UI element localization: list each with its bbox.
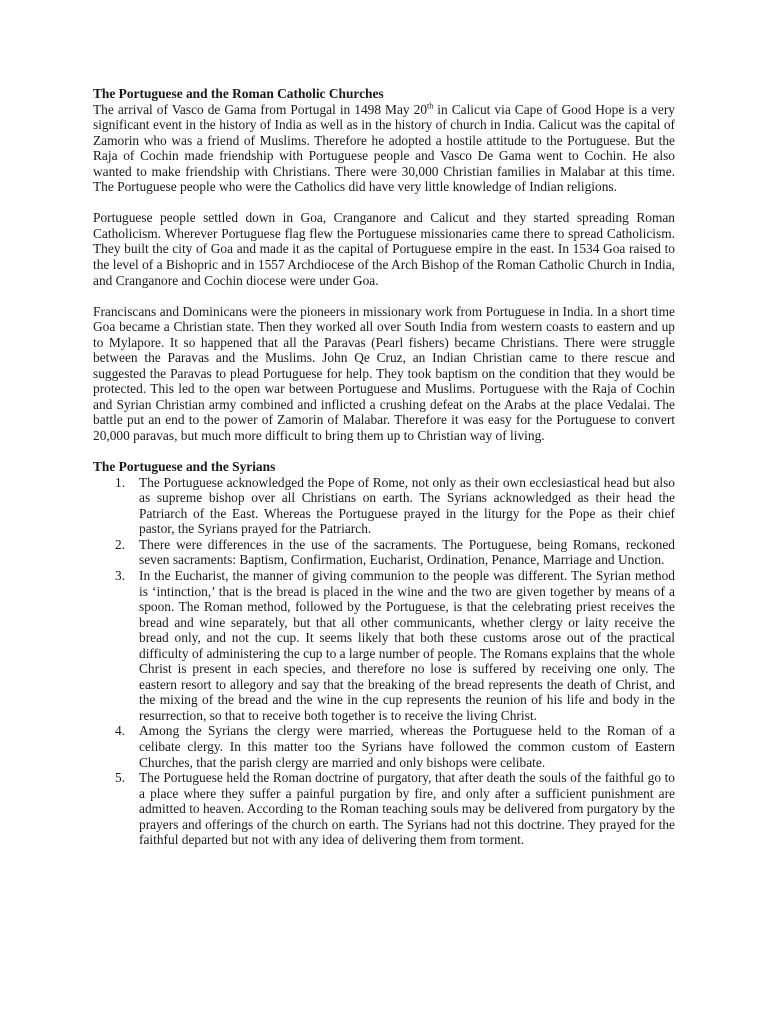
list-item-text: There were differences in the use of the sacraments. The Portuguese, being Romans, reckoned seven sacraments: Baptism, Confirmation, Eucharist, Ordination, Penance, Marriage and Unction. <box>139 536 675 568</box>
ordinal-suffix: th <box>427 101 434 111</box>
list-item-number: 4. <box>115 723 126 739</box>
list-item <box>93 770 675 848</box>
section-heading-roman-catholic: The Portuguese and the Roman Catholic Churches <box>93 86 384 101</box>
differences-list <box>93 475 675 848</box>
list-item-number: 2. <box>115 536 126 552</box>
list-item-number: 1. <box>115 474 126 490</box>
list-item <box>93 568 675 723</box>
list-item-number: 3. <box>115 567 126 583</box>
list-item-text: The Portuguese acknowledged the Pope of Rome, not only as their own ecclesiastical head but also as supreme bishop over all Christians on earth. The Syrians acknowledged as their head the Patriarch of the East. Whereas the Portuguese prayed in the liturgy for the Pope as their chief pastor, the Syrians prayed for the Patriarch. <box>139 474 675 537</box>
paragraph-franciscans-dominicans: Franciscans and Dominicans were the pioneers in missionary work from Portuguese in India. In a short time Goa became a Christian state. Then they worked all over South India from western coasts to eastern and up to Mylapore. It so happened that all the Paravas (Pearl fishers) became Christians. There were struggle between the Paravas and the Muslims. John Qe Cruz, an Indian Christian came to there rescue and suggested the Paravas to plead Portuguese for help. They took baptism on the condition that they would be protected. This led to the open war between Portuguese and Muslims. Portuguese with the Raja of Cochin and Syrian Christian army combined and inflicted a crushing defeat on the Arabs at the place Vedalai. The battle put an end to the power of Zamorin of Malabar. Therefore it was easy for the Portuguese to convert 20,000 paravas, but much more difficult to bring them up to Christian way of living. <box>93 303 675 444</box>
document-page <box>93 86 675 848</box>
list-item-text: Among the Syrians the clergy were married, whereas the Portuguese held to the Roman of a celibate clergy. In this matter too the Syrians have followed the common custom of Eastern Churches, that the parish clergy are married and only bishops were celibate. <box>139 723 675 770</box>
list-item-text: In the Eucharist, the manner of giving communion to the people was different. The Syrian method is ‘intinction,’ that is the bread is placed in the wine and the two are given together by means of a spoon. The Roman method, followed by the Portuguese, is that the celebrating priest receives the bread and wine separately, but that all other communicants, whether clergy or laity receive the bread only, and not the cup. It seems likely that both these customs arose out of the practical difficulty of administering the cup to a large number of people. The Romans explains that the whole Christ is present in each species, and therefore no lose is suffered by receiving one only. The eastern resort to allegory and say that the breaking of the bread represents the death of Christ, and the mixing of the bread and the wine in the cup represents the reunion of his life and body in the resurrection, so that to receive both together is to receive the living Christ. <box>139 567 675 723</box>
paragraph-spacer <box>93 195 675 211</box>
list-item-text: The Portuguese held the Roman doctrine of purgatory, that after death the souls of the faithful go to a place where they suffer a painful purgation by fire, and only after a sufficient punishment are admitted to heaven. According to the Roman teaching souls may be delivered from purgatory by the prayers and offerings of the church on earth. The Syrians had not this doctrine. They prayed for the faithful departed but not with any idea of delivering them from torment. <box>139 770 675 848</box>
list-item <box>93 537 675 568</box>
paragraph-spacer <box>93 444 675 460</box>
section-heading-syrians: The Portuguese and the Syrians <box>93 459 276 475</box>
paragraph-goa-settlement: Portuguese people settled down in Goa, Cranganore and Calicut and they started spreading Roman Catholicism. Wherever Portuguese flag flew the Portuguese missionaries came there to spread Catholicism. They built the city of Goa and made it as the capital of Portuguese empire in the east. In 1534 Goa raised to the level of a Bishopric and in 1557 Archdiocese of the Arch Bishop of the Roman Catholic Church in India, and Cranganore and Cochin diocese were under Goa. <box>93 210 675 288</box>
paragraph-spacer <box>93 288 675 304</box>
list-item-number: 5. <box>115 770 126 786</box>
paragraph-text: The arrival of Vasco de Gama from Portugal in 1498 May 20 <box>93 101 428 117</box>
paragraph-vasco-de-gama <box>93 102 675 195</box>
list-item <box>93 475 675 537</box>
list-item <box>93 723 675 770</box>
paragraph-text: in Calicut via Cape of Good Hope is a very significant event in the history of India as well as in the history of church in India. Calicut was the capital of Zamorin who was a friend of Muslims. Therefore he adopted a hostile attitude to the Portuguese. But the Raja of Cochin made friendship with Portuguese people and Vasco De Gama went to Cochin. He also wanted to make friendship with Christians. There were 30,000 Christian families in Malabar at this time. The Portuguese people who were the Catholics did have very little knowledge of Indian religions. <box>93 101 675 195</box>
